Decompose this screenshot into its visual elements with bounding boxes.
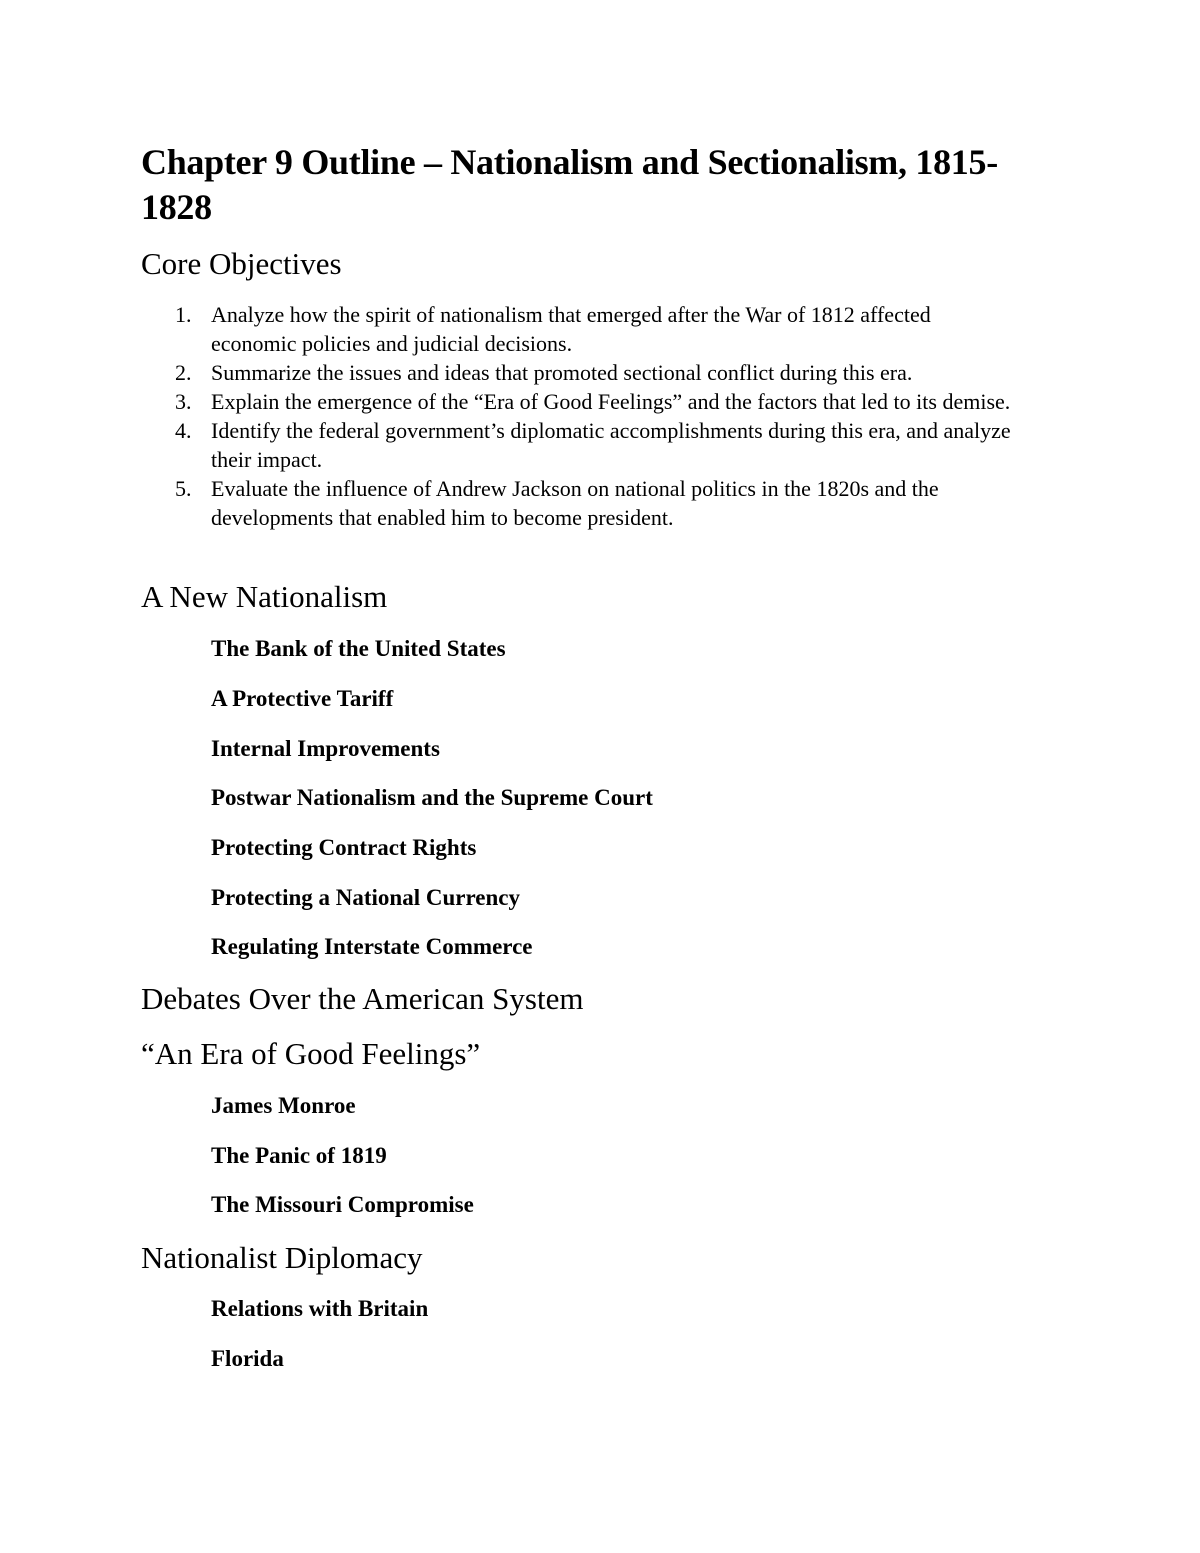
subheading: Postwar Nationalism and the Supreme Court bbox=[211, 785, 653, 810]
list-item-number: 2. bbox=[175, 360, 192, 385]
objectives-list bbox=[141, 300, 1021, 532]
subheading: Florida bbox=[211, 1346, 284, 1371]
list-item bbox=[141, 416, 1021, 474]
list-item-text: Evaluate the influence of Andrew Jackson on national politics in the 1820s and the developments that enabled him to become president. bbox=[211, 476, 939, 530]
subheading: Protecting a National Currency bbox=[211, 885, 520, 910]
subheading: The Bank of the United States bbox=[211, 636, 506, 661]
list-item bbox=[141, 358, 1021, 387]
page-title: Chapter 9 Outline – Nationalism and Sectionalism, 1815-1828 bbox=[141, 142, 998, 227]
list-item-text: Identify the federal government’s diplomatic accomplishments during this era, and analyze their impact. bbox=[211, 418, 1011, 472]
heading-american-system: Debates Over the American System bbox=[141, 981, 584, 1016]
list-item-number: 4. bbox=[175, 418, 192, 443]
subheading: Relations with Britain bbox=[211, 1296, 429, 1321]
heading-diplomacy: Nationalist Diplomacy bbox=[141, 1240, 423, 1275]
heading-core-objectives: Core Objectives bbox=[141, 246, 342, 281]
subheading: The Panic of 1819 bbox=[211, 1143, 387, 1168]
subheading: The Missouri Compromise bbox=[211, 1192, 474, 1217]
list-item bbox=[141, 300, 1021, 358]
list-item-text: Summarize the issues and ideas that promoted sectional conflict during this era. bbox=[211, 360, 913, 385]
subheading: James Monroe bbox=[211, 1093, 356, 1118]
list-item-number: 3. bbox=[175, 389, 192, 414]
subheading: Internal Improvements bbox=[211, 736, 440, 761]
subheading: Protecting Contract Rights bbox=[211, 835, 477, 860]
list-item-number: 1. bbox=[175, 302, 192, 327]
heading-good-feelings: “An Era of Good Feelings” bbox=[141, 1036, 481, 1071]
subheading: A Protective Tariff bbox=[211, 686, 394, 711]
subheading: Regulating Interstate Commerce bbox=[211, 934, 533, 959]
list-item-text: Analyze how the spirit of nationalism that emerged after the War of 1812 affected economic policies and judicial decisions. bbox=[211, 302, 931, 356]
list-item bbox=[141, 474, 1021, 532]
list-item-text: Explain the emergence of the “Era of Good Feelings” and the factors that led to its demise. bbox=[211, 389, 1011, 414]
heading-new-nationalism: A New Nationalism bbox=[141, 579, 388, 614]
list-item bbox=[141, 387, 1021, 416]
list-item-number: 5. bbox=[175, 476, 192, 501]
